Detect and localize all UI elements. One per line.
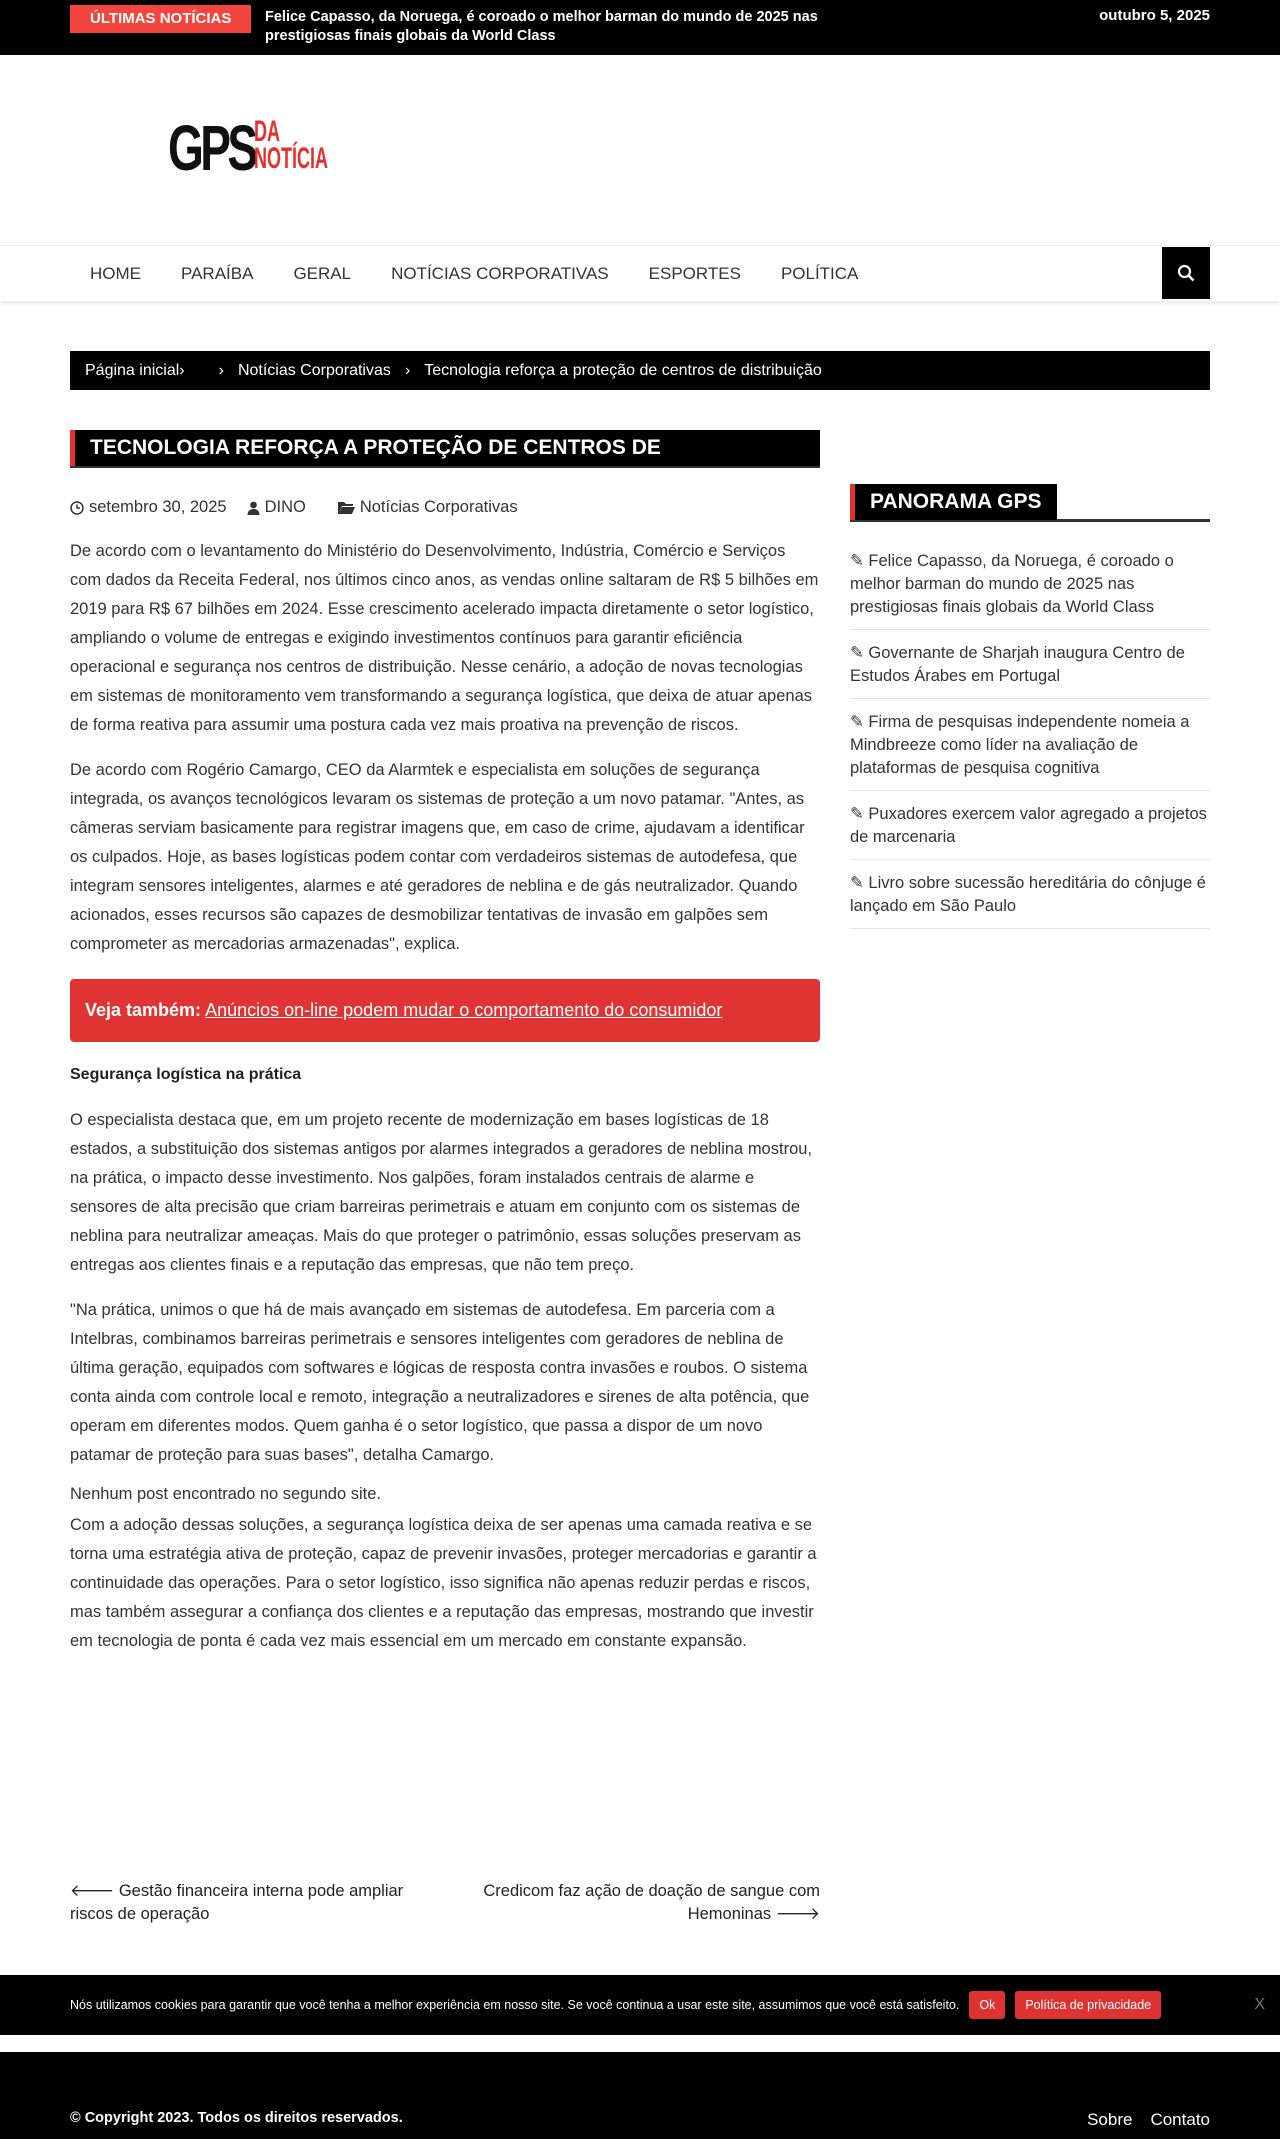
article-paragraph: De acordo com Rogério Camargo, CEO da Alarmtek e especialista em soluções de segurança integrada, os avanços tecnológicos levaram os sistemas de proteção a um novo patamar. "Antes, as câmeras serviam basicamente para registrar imagens que, em caso de crime, ajudavam a identificar os culpados. Hoje, as bases logísticas podem contar com verdadeiros sistemas de autodefesa, que integram sensores inteligentes, alarmes e até geradores de neblina e de gás neutralizador. Quando acionados, esses recursos são capazes de desmobilizar tentativas de invasão em galpões sem comprometer as mercadorias armazenadas", explica. [70,761,805,953]
logo-da: DA [254,115,281,148]
nav-politica[interactable]: POLÍTICA [780,263,859,283]
post-category[interactable]: Notícias Corporativas [359,498,518,516]
cookie-text: Nós utilizamos cookies para garantir que você tenha a melhor experiência em nosso site. Se você continua a usar este site, assumimos que você está satisfeito. [70,1998,960,2012]
footer-link-contato[interactable]: Contato [1150,2110,1210,2129]
related-post-link[interactable]: Anúncios on-line podem mudar o comportamento do consumidor [205,1000,723,1020]
sidebar-post-link[interactable]: Governante de Sharjah inaugura Centro de Estudos Árabes em Portugal [850,644,1185,685]
chevron-right-icon: › [404,361,411,379]
breadcrumb [70,351,1210,390]
footer [0,2052,1280,2139]
related-post-box [70,979,820,1042]
top-bar [0,0,1280,55]
clock-icon [70,501,84,515]
sidebar-title: PANORAMA GPS [850,484,1057,520]
sidebar-post-link[interactable]: Felice Capasso, da Noruega, é coroado o melhor barman do mundo de 2025 nas prestigiosas finais globais da World Class [850,552,1174,616]
sidebar-post[interactable] [850,872,1210,929]
post-date[interactable]: setembro 30, 2025 [89,498,227,516]
article-paragraph: "Na prática, unimos o que há de mais avançado em sistemas de autodefesa. Em parceria com a Intelbras, combinamos barreiras perimetrais e sensores inteligentes com geradores de neblina de última geração, equipados com softwares e lógicas de resposta contra invasões e roubos. O sistema conta ainda com controle local e remoto, integração a neutralizadores e sirenes de alta potência, que operam em diferentes modos. Quem ganha é o setor logístico, que passa a dispor de um novo patamar de proteção para suas bases", detalha Camargo. [70,1301,810,1464]
chevron-right-icon: › [218,361,224,379]
related-label: Veja também: [85,1000,202,1020]
article-paragraph: O especialista destaca que, em um projeto recente de modernização em bases logísticas de 18 estados, a substituição dos sistemas antigos por alarmes integrados a geradores de neblina mostrou, na prática, o impacto desse investimento. Nos galpões, foram instalados centrais de alarme e sensores de alta precisão que criam barreiras perimetrais e atuam em conjunto com os sistemas de neblina para neutralizar ameaças. Mais do que proteger o patrimônio, essas soluções preservam as entregas aos clientes finais e a reputação das empresas, que não tem preço. [70,1111,813,1274]
arrow-right-icon: 🡒 [771,1905,820,1923]
close-icon[interactable]: X [1254,1996,1265,2013]
edit-icon: ✎ [850,713,869,731]
sidebar-post[interactable] [850,550,1210,630]
article-subheading: Segurança logística na prática [70,1066,302,1083]
cookie-banner [0,1975,1280,2035]
site-logo[interactable] [168,112,343,184]
article [70,430,820,1656]
nav-noticias-corporativas[interactable]: NOTÍCIAS CORPORATIVAS [391,263,609,283]
logo-gps: GPS [168,112,255,184]
article-paragraph: Com a adoção dessas soluções, a segurança logística deixa de ser apenas uma camada reativa e se torna uma estratégia ativa de proteção, capaz de prevenir invasões, proteger mercadorias e garantir a continuidade das operações. Para o setor logístico, isso significa não apenas reduzir perdas e riscos, mas também assegurar a confiança dos clientes e a reputação das empresas, mostrando que investir em tecnologia de ponta é cada vez mais essencial em um mercado em constante expansão. [70,1516,817,1650]
sidebar-post[interactable] [850,803,1210,860]
main-nav [0,245,1280,301]
cookie-ok-button[interactable]: Ok [969,1991,1005,2019]
no-post-notice: Nenhum post encontrado no segundo site. [70,1485,381,1503]
edit-icon: ✎ [850,874,869,892]
current-date: outubro 5, 2025 [1099,7,1210,24]
breadcrumb-category[interactable]: Notícias Corporativas [237,361,391,379]
search-button[interactable] [1162,247,1210,299]
sidebar-post-link[interactable]: Firma de pesquisas independente nomeia a Mindbreeze como líder na avaliação de plataformas de pesquisa cognitiva [850,713,1190,777]
next-post-link[interactable] [450,1880,820,1926]
folder-icon [338,501,355,514]
edit-icon: ✎ [850,644,869,662]
copyright: © Copyright 2023. Todos os direitos reservados. [70,2110,403,2126]
search-icon [1177,264,1195,282]
article-paragraph: De acordo com o levantamento do Ministério do Desenvolvimento, Indústria, Comércio e Serviços com dados da Receita Federal, nos últimos cinco anos, as vendas online saltaram de R$ 5 bilhões em 2019 para R$ 67 bilhões em 2024. Esse crescimento acelerado impacta diretamente o setor logístico, ampliando o volume de entregas e exigindo investimentos contínuos para garantir eficiência operacional e segurança nos centros de distribuição. Nesse cenário, a adoção de novas tecnologias em sistemas de monitoramento vem transformando a segurança logística, que deixa de atuar apenas de forma reativa para assumir uma postura cada vez mais proativa na prevenção de riscos. [70,542,819,734]
user-icon [247,501,260,515]
next-post-title: Credicom faz ação de doação de sangue com Hemoninas [483,1882,820,1923]
previous-post-title: Gestão financeira interna pode ampliar riscos de operação [70,1882,404,1923]
logo-noticia: NOTÍCIA [254,142,328,175]
breadcrumb-current: Tecnologia reforça a proteção de centros de distribuição [424,361,822,379]
sidebar-post-link[interactable]: Puxadores exercem valor agregado a projetos de marcenaria [850,805,1207,846]
sidebar [850,484,1210,941]
edit-icon: ✎ [850,805,869,823]
sidebar-post[interactable] [850,711,1210,791]
sidebar-post[interactable] [850,642,1210,699]
chevron-right-icon: › [179,361,185,379]
sidebar-post-link[interactable]: Livro sobre sucessão hereditária do cônjuge é lançado em São Paulo [850,874,1206,915]
latest-news-headline[interactable]: Felice Capasso, da Noruega, é coroado o melhor barman do mundo de 2025 nas prestigiosas finais globais da World Class [265,9,818,44]
nav-esportes[interactable]: ESPORTES [648,263,741,283]
arrow-left-icon: 🡐 [70,1882,119,1900]
post-author[interactable]: DINO [264,498,306,516]
privacy-policy-button[interactable]: Política de privacidade [1015,1991,1161,2019]
footer-link-sobre[interactable]: Sobre [1087,2110,1133,2129]
edit-icon: ✎ [850,552,869,570]
previous-post-link[interactable] [70,1880,440,1926]
latest-news-label: ÚLTIMAS NOTÍCIAS [70,5,251,33]
nav-paraiba[interactable]: PARAÍBA [181,263,254,283]
nav-geral[interactable]: GERAL [293,263,352,283]
nav-home[interactable]: HOME [90,263,141,283]
article-title: TECNOLOGIA REFORÇA A PROTEÇÃO DE CENTROS DE DISTRIBUIÇÃO [70,430,820,466]
breadcrumb-home[interactable]: Página inicial [85,361,180,379]
